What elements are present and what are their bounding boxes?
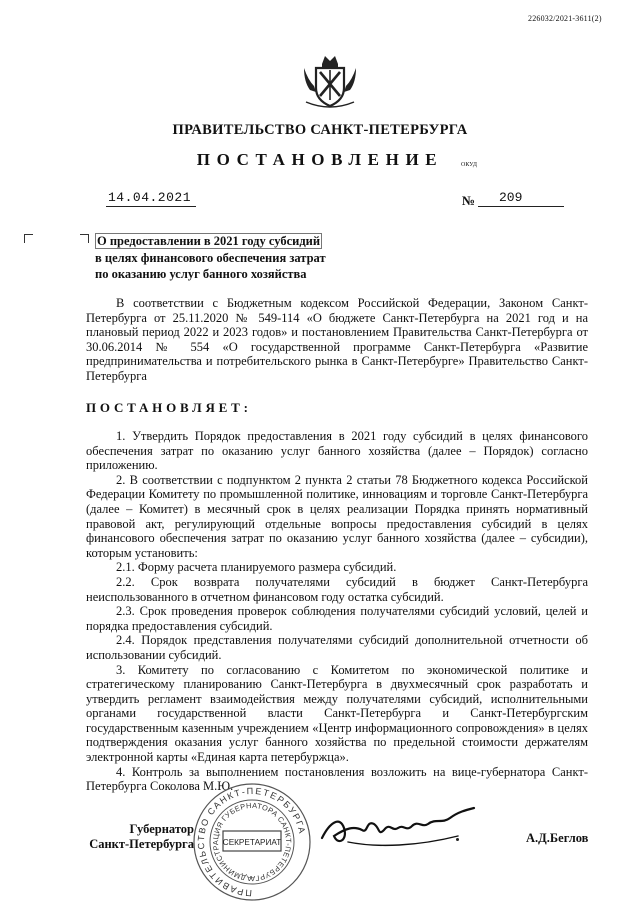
number-sign: №: [462, 193, 476, 208]
resolves-heading: ПОСТАНОВЛЯЕТ:: [86, 400, 252, 415]
date-underline: [106, 206, 196, 207]
signatory-position-line-2: Санкт-Петербурга: [89, 837, 194, 851]
item-2-3: 2.3. Срок проведения проверок соблюдения получателями субсидий условий, целей и порядка предоставления субсидий.: [86, 604, 588, 633]
signatory-position-line-1: Губернатор: [129, 822, 194, 836]
subject-corner-mark-right: [80, 234, 89, 243]
number-underline: [478, 206, 564, 207]
document-subject: [95, 233, 326, 283]
subject-line-2: в целях финансового обеспечения затрат: [95, 250, 326, 265]
document-number: 209: [499, 190, 523, 205]
preamble: [86, 296, 588, 384]
signature-dot-mark: [456, 838, 459, 841]
coat-of-arms-emblem: [302, 52, 358, 112]
item-1: 1. Утвердить Порядок предоставления в 2021 году субсидий в целях финансового обеспечения затрат по оказанию услуг банного хозяйства (далее – Порядок) согласно приложению.: [86, 429, 588, 473]
preamble-text: В соответствии с Бюджетным кодексом Российской Федерации, Законом Санкт-Петербурга от 25.11.2020 № 549-114 «О бюджете Санкт-Петербурга на 2021 год и на плановый период 2022 и 2023 годов» и постановлением Правительства Санкт-Петербурга от 30.06.2014 № 554 «О государственной программе Санкт-Петербурга «Развитие предпринимательства и потребительского рынка в Санкт-Петербурге» Правительство Санкт-Петербурга: [86, 296, 588, 383]
item-2-2: 2.2. Срок возврата получателями субсидий в бюджет Санкт-Петербурга неиспользованного в отчетном финансовом году остатка субсидий.: [86, 574, 588, 604]
secretariat-stamp: [188, 778, 316, 902]
government-title: ПРАВИТЕЛЬСТВО САНКТ-ПЕТЕРБУРГА: [172, 122, 468, 138]
document-date: 14.04.2021: [108, 190, 192, 205]
document-registration-number: 226032/2021-3611(2): [528, 14, 602, 23]
handwritten-signature: [318, 798, 478, 858]
stamp-center-text: СЕКРЕТАРИАТ: [222, 838, 282, 847]
item-4: 4. Контроль за выполнением постановления возложить на вице-губернатора Санкт-Петербурга Соколова М.Ю.: [86, 764, 588, 794]
subject-line-3: по оказанию услуг банного хозяйства: [95, 267, 307, 281]
item-2-4: 2.4. Порядок представления получателями субсидий дополнительной отчетности об использовании субсидий.: [86, 633, 588, 662]
item-3: 3. Комитету по согласованию с Комитетом по экономической политике и стратегическому планированию Санкт-Петербурга в двухмесячный срок разработать и утвердить регламент взаимодействия между получателями субсидий, исполнительными органами государственной власти Санкт-Петербурга и Санкт-Петербургским государственным казенным учреждением «Центр информационного сопровождения» в целях подтверждения оказания услуг банного хозяйства по предельной стоимости держателям электронной карты «Единая карта петербуржца».: [86, 662, 588, 765]
subject-corner-mark-left: [24, 234, 33, 243]
okud-label: ОКУД: [461, 162, 477, 168]
signatory-name: А.Д.Беглов: [526, 831, 589, 845]
signatory-position: [86, 822, 194, 852]
document-type-title: ПОСТАНОВЛЕНИЕ: [196, 150, 444, 169]
item-2-1: 2.1. Форму расчета планируемого размера субсидий.: [116, 560, 397, 575]
stamp-inner-ring-text: АДМИНИСТРАЦИЯ ГУБЕРНАТОРА САНКТ-ПЕТЕРБУРГА: [211, 800, 294, 884]
subject-line-1: О предоставлении в 2021 году субсидий: [97, 234, 321, 248]
resolution-items: [86, 429, 588, 794]
stamp-outer-ring-text: ПРАВИТЕЛЬСТВО САНКТ-ПЕТЕРБУРГА: [195, 785, 308, 899]
item-2: 2. В соответствии с подпунктом 2 пункта 2 статьи 78 Бюджетного кодекса Российской Федерации Комитету по промышленной политике, инновациям и торговле Санкт-Петербурга (далее – Комитет) в месячный срок в целях реализации Порядка принять нормативный правовой акт, регулирующий отдельные вопросы предоставления субсидий в целях финансового обеспечения затрат по оказанию услуг банного хозяйства (далее – субсидии), которым установить:: [86, 472, 588, 560]
